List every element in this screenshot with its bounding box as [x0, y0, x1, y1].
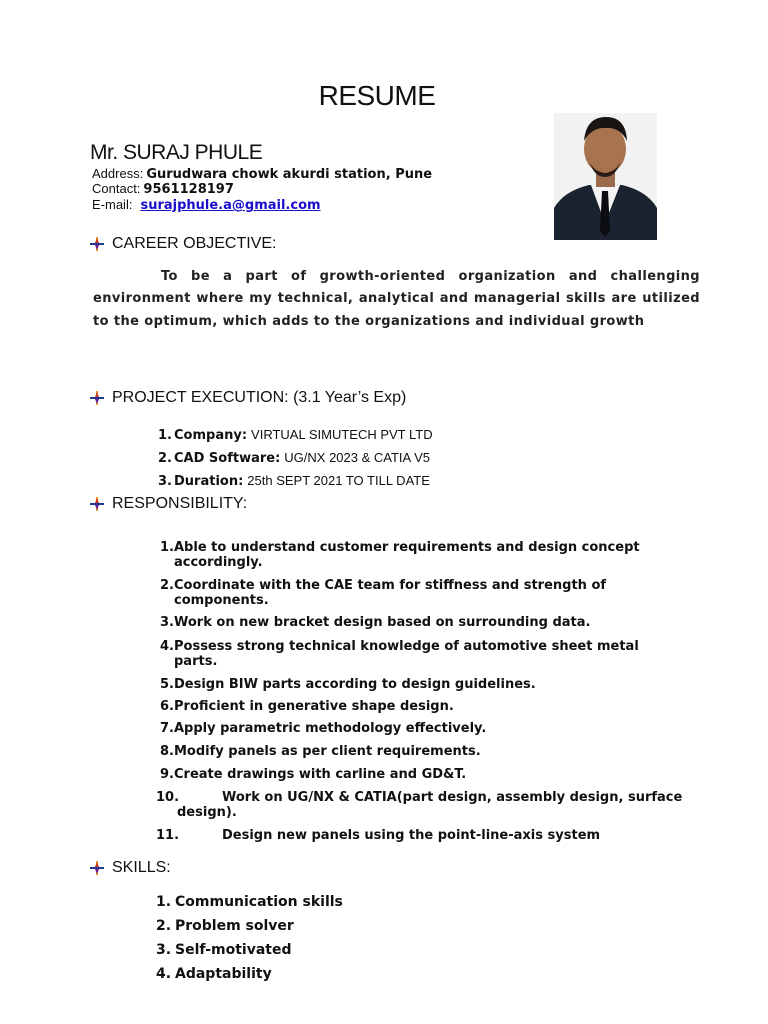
skill-item: [156, 918, 294, 934]
bullet-icon: [90, 861, 104, 875]
list-number: 4.: [156, 966, 172, 982]
list-item-text-cont: parts.: [174, 654, 218, 669]
list-number: 10.: [156, 790, 180, 805]
list-item-text-cont: design).: [177, 805, 237, 820]
address-label: Address:: [92, 166, 144, 181]
list-number: 1.: [158, 428, 172, 443]
list-item-text: Able to understand customer requirements and design concept: [174, 540, 640, 555]
bullet-icon: [90, 237, 104, 251]
skill-item: [156, 894, 343, 910]
list-item-text: Proficient in generative shape design.: [174, 699, 454, 714]
responsibility-heading: [90, 495, 247, 513]
list-number: 2.: [160, 578, 174, 593]
skill-item: [156, 942, 292, 958]
skill-item: [156, 966, 272, 982]
list-number: 2.: [156, 918, 172, 934]
skills-heading: [90, 859, 171, 877]
skill-text: Self-motivated: [175, 942, 292, 958]
duration-label: Duration:: [174, 474, 244, 489]
list-item: [160, 615, 730, 630]
list-item: [160, 744, 730, 759]
list-item: [160, 721, 730, 736]
list-item: [160, 578, 730, 608]
skills-label: SKILLS:: [112, 859, 171, 876]
phone-value: 9561128197: [143, 182, 234, 197]
list-number: 5.: [160, 677, 174, 692]
project-duration-row: [158, 473, 430, 489]
skill-text: Communication skills: [175, 894, 343, 910]
contact-label: Contact:: [92, 181, 141, 196]
skill-text: Problem solver: [175, 918, 294, 934]
list-item-text: Work on UG/NX & CATIA(part design, assembly design, surface: [222, 790, 683, 805]
bullet-icon: [90, 391, 104, 405]
company-label: Company:: [174, 428, 248, 443]
project-execution-heading: [90, 389, 406, 407]
contact-row: [92, 181, 234, 197]
list-number: 3.: [158, 474, 172, 489]
list-item-text: Design new panels using the point-line-axis system: [222, 828, 601, 843]
list-number: 9.: [160, 767, 174, 782]
list-item: [160, 699, 730, 714]
project-software-row: [158, 450, 430, 466]
company-value: VIRTUAL SIMUTECH PVT LTD: [251, 427, 433, 442]
career-objective-body: To be a part of growth-oriented organization and challenging environment where my technical, analytical and managerial skills are utilized to the optimum, which adds to the organizations and individual growth: [93, 269, 700, 329]
list-item-text: Design BIW parts according to design guidelines.: [174, 677, 536, 692]
candidate-name: Mr. SURAJ PHULE: [90, 141, 263, 164]
software-label: CAD Software:: [174, 451, 281, 466]
list-item-text: Create drawings with carline and GD&T.: [174, 767, 467, 782]
career-objective-heading: [90, 235, 276, 253]
duration-value: 25th SEPT 2021 TO TILL DATE: [247, 473, 430, 488]
list-item-text: Possess strong technical knowledge of automotive sheet metal: [174, 639, 639, 654]
list-number: 7.: [160, 721, 174, 736]
list-number: 2.: [158, 451, 172, 466]
list-number: 4.: [160, 639, 174, 654]
list-number: 6.: [160, 699, 174, 714]
email-link[interactable]: surajphule.a@gmail.com: [140, 198, 321, 213]
list-number: 1.: [156, 894, 172, 910]
career-objective-text: [93, 266, 700, 333]
list-number: 1.: [160, 540, 174, 555]
list-item: [156, 790, 730, 820]
list-item: [156, 828, 730, 843]
bullet-icon: [90, 497, 104, 511]
list-item-text: Coordinate with the CAE team for stiffness and strength of: [174, 578, 607, 593]
list-item: [160, 677, 730, 692]
list-item: [160, 639, 730, 669]
career-objective-label: CAREER OBJECTIVE:: [112, 235, 277, 252]
address-value: Gurudwara chowk akurdi station, Pune: [146, 167, 433, 182]
list-item: [160, 540, 730, 570]
software-value: UG/NX 2023 & CATIA V5: [284, 450, 431, 465]
profile-photo: [554, 113, 657, 240]
list-item-text: Modify panels as per client requirements.: [174, 744, 481, 759]
list-item-text: Apply parametric methodology effectively.: [174, 721, 487, 736]
email-row: [92, 197, 321, 213]
list-item-text-cont: accordingly.: [174, 555, 263, 570]
resume-title: RESUME: [318, 80, 436, 111]
list-item-text: Work on new bracket design based on surrounding data.: [174, 615, 591, 630]
skill-text: Adaptability: [175, 966, 272, 982]
email-label: E-mail:: [92, 197, 133, 212]
list-number: 8.: [160, 744, 174, 759]
address-row: [92, 166, 432, 182]
list-item: [160, 767, 730, 782]
responsibility-label: RESPONSIBILITY:: [112, 495, 248, 512]
list-number: 3.: [156, 942, 172, 958]
project-execution-label: PROJECT EXECUTION: (3.1 Year’s Exp): [112, 389, 407, 406]
list-number: 11.: [156, 828, 180, 843]
project-company-row: [158, 427, 433, 443]
list-item-text-cont: components.: [174, 593, 269, 608]
list-number: 3.: [160, 615, 174, 630]
